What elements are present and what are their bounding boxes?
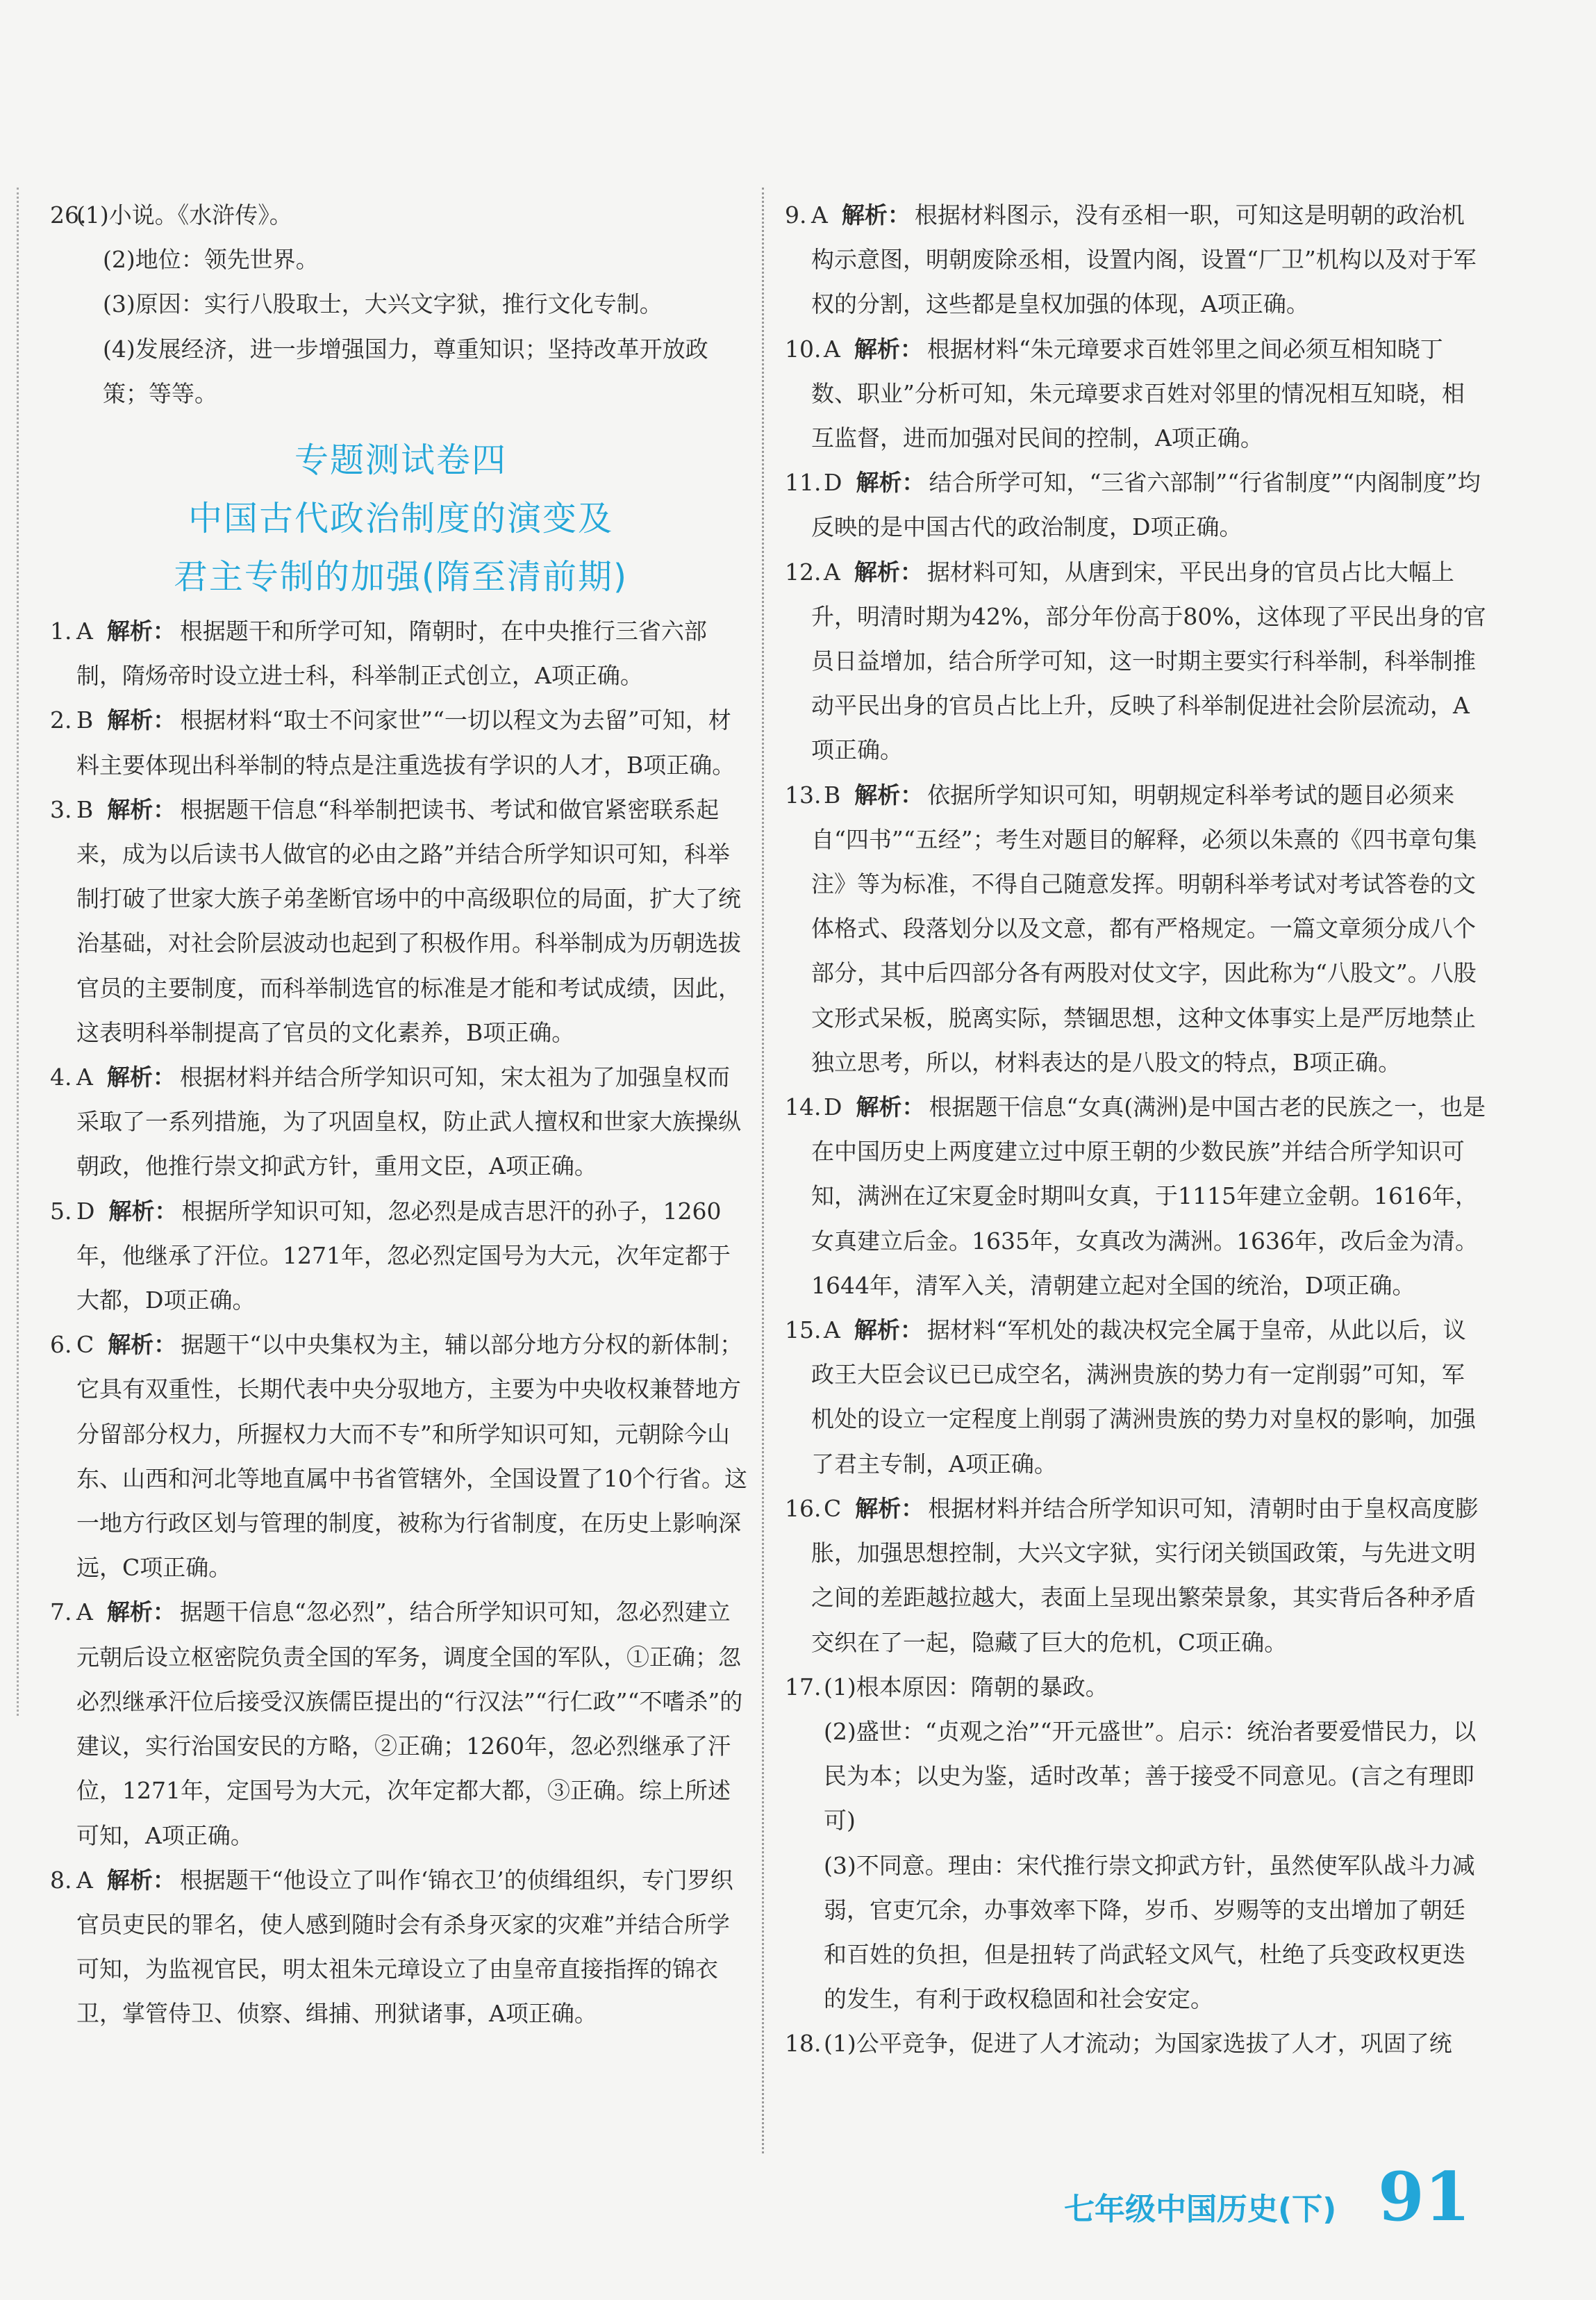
analysis-text: 根据题干信息“科举制把读书、考试和做官紧密联系起来，成为以后读书人做官的必由之路”并结合所学知识可知，科举制打破了世家大族子弟垄断官场中的中高级职位的局面，扩大了统治基础，对社会阶层波动也起到了积极作用。科举制成为历朝选拔官员的主要制度，而科举制选官的标准是才能和考试成绩，因此，这表明科举制提高了官员的文化素养，B项正确。 bbox=[76, 795, 741, 1046]
answer-item bbox=[785, 327, 1486, 461]
question-number: 6. bbox=[50, 1331, 72, 1359]
answer-letter: D bbox=[76, 1197, 95, 1225]
answer-item bbox=[50, 1323, 751, 1590]
answer-item bbox=[50, 1189, 751, 1323]
question-number: 9. bbox=[785, 201, 807, 229]
question-number: 2. bbox=[50, 706, 72, 734]
answer-item bbox=[785, 550, 1486, 773]
analysis-text: 结合所学可知，“三省六部制”“行省制度”“内阁制度”均反映的是中国古代的政治制度，D项正确。 bbox=[811, 469, 1481, 541]
analysis-label: 解析： bbox=[107, 706, 176, 734]
question-18 bbox=[785, 2021, 1486, 2066]
analysis-label: 解析： bbox=[106, 1598, 176, 1626]
answer-item bbox=[785, 1085, 1486, 1308]
question-number: 7. bbox=[50, 1598, 72, 1626]
answer-item bbox=[50, 609, 751, 698]
answer-part: (4)发展经济，进一步增强国力，尊重知识；坚持改革开放政策；等等。 bbox=[103, 335, 708, 407]
analysis-text: 据材料可知，从唐到宋，平民出身的官员占比大幅上升，明清时期为42%，部分年份高于80%，这体现了平民出身的官员日益增加，结合所学可知，这一时期主要实行科举制，科举制推动平民出身的官员占比上升，反映了科举制促进社会阶层流动，A项正确。 bbox=[811, 558, 1486, 764]
analysis-text: 据题干信息“忽必烈”，结合所学知识可知，忽必烈建立元朝后设立枢密院负责全国的军务，调度全国的军队，①正确；忽必烈继承汗位后接受汉族儒臣提出的“行汉法”“行仁政”“不嗜杀”的建议，实行治国安民的方略，②正确；1260年，忽必烈继承了汗位，1271年，定国号为大元，次年定都大都，③正确。综上所述可知，A项正确。 bbox=[76, 1598, 743, 1849]
section-title-line: 中国古代政治制度的演变及 bbox=[188, 499, 613, 539]
analysis-text: 依据所学知识可知，明朝规定科举考试的题目必须来自“四书”“五经”；考生对题目的解释，必须以朱熹的《四书章句集注》等为标准，不得自己随意发挥。明朝科举考试对考试答卷的文体格式、段落划分以及文意，都有严格规定。一篇文章须分成八个部分，其中后四部分各有两股对仗文字，因此称为“八股文”。八股文形式呆板，脱离实际，禁锢思想，这种文体事实上是严厉地禁止独立思考，所以，材料表达的是八股文的特点，B项正确。 bbox=[811, 781, 1477, 1076]
answer-letter: B bbox=[76, 706, 94, 734]
question-number: 1. bbox=[50, 618, 72, 645]
answer-letter: A bbox=[811, 201, 828, 229]
answer-item bbox=[50, 1858, 751, 2037]
question-number: 4. bbox=[50, 1064, 72, 1091]
answer-letter: B bbox=[824, 781, 841, 809]
analysis-text: 根据题干和所学可知，隋朝时，在中央推行三省六部制，隋炀帝时设立进士科，科举制正式创立，A项正确。 bbox=[76, 618, 707, 690]
question-number: 16. bbox=[785, 1494, 822, 1522]
answer-letter: A bbox=[824, 335, 840, 363]
answer-letter: A bbox=[824, 558, 840, 586]
section-title bbox=[50, 431, 751, 606]
page-edge-dots bbox=[17, 188, 19, 1716]
analysis-label: 解析： bbox=[856, 1093, 925, 1121]
analysis-text: 据材料“军机处的裁决权完全属于皇帝，从此以后，议政王大臣会议已已成空名，满洲贵族的势力有一定削弱”可知，军机处的设立一定程度上削弱了满洲贵族的势力对皇权的影响，加强了君主专制，A项正确。 bbox=[811, 1316, 1476, 1478]
analysis-text: 根据材料“朱元璋要求百姓邻里之间必须互相知晓丁数、职业”分析可知，朱元璋要求百姓对邻里的情况相互知晓，相互监督，进而加强对民间的控制，A项正确。 bbox=[811, 335, 1465, 452]
analysis-text: 根据材料“取士不问家世”“一切以程文为去留”可知，材料主要体现出科举制的特点是注重选拔有学识的人才，B项正确。 bbox=[76, 706, 735, 779]
answer-letter: D bbox=[824, 1093, 842, 1121]
answer-part: (2)盛世：“贞观之治”“开元盛世”。启示：统治者要爱惜民力，以民为本；以史为鉴，适时改革；善于接受不同意见。(言之有理即可) bbox=[824, 1717, 1477, 1835]
answer-letter: C bbox=[76, 1331, 94, 1359]
analysis-label: 解析： bbox=[108, 1331, 177, 1359]
question-number: 11. bbox=[785, 469, 822, 497]
answer-item bbox=[50, 1590, 751, 1858]
question-26 bbox=[50, 193, 751, 416]
analysis-label: 解析： bbox=[854, 781, 924, 809]
analysis-text: 根据题干信息“女真(满洲)是中国古老的民族之一，也是在中国历史上两度建立过中原王朝的少数民族”并结合所学知识可知，满洲在辽宋夏金时期叫女真，于1115年建立金朝。1616年，女真建立后金。1635年，女真改为满洲。1636年，改后金为清。1644年，清军入关，清朝建立起对全国的统治，D项正确。 bbox=[811, 1093, 1486, 1299]
analysis-label: 解析： bbox=[855, 1494, 924, 1522]
question-number: 5. bbox=[50, 1197, 72, 1225]
question-number: 8. bbox=[50, 1866, 72, 1894]
answer-part: (2)地位：领先世界。 bbox=[103, 246, 319, 274]
answer-list-right bbox=[785, 193, 1486, 1665]
question-number: 26. bbox=[50, 201, 87, 229]
answer-letter: A bbox=[76, 1866, 93, 1894]
page-number: 91 bbox=[1378, 2158, 1471, 2236]
analysis-text: 根据材料图示，没有丞相一职，可知这是明朝的政治机构示意图，明朝废除丞相，设置内阁，设置“厂卫”机构以及对于军权的分割，这些都是皇权加强的体现，A项正确。 bbox=[811, 201, 1477, 318]
answer-item bbox=[785, 773, 1486, 1085]
answer-item bbox=[50, 698, 751, 787]
analysis-label: 解析： bbox=[106, 618, 176, 645]
answer-list-left bbox=[50, 609, 751, 2037]
analysis-label: 解析： bbox=[841, 201, 911, 229]
question-number: 10. bbox=[785, 335, 822, 363]
analysis-label: 解析： bbox=[856, 469, 925, 497]
question-number: 15. bbox=[785, 1316, 822, 1344]
answer-item bbox=[785, 193, 1486, 327]
analysis-label: 解析： bbox=[107, 795, 176, 823]
answer-letter: A bbox=[824, 1316, 840, 1344]
analysis-text: 根据所学知识可知，忽必烈是成吉思汗的孙子，1260年，他继承了汗位。1271年，忽必烈定国号为大元，次年定都于大都，D项正确。 bbox=[76, 1197, 731, 1314]
question-number: 12. bbox=[785, 558, 822, 586]
answer-letter: B bbox=[76, 795, 94, 823]
analysis-label: 解析： bbox=[854, 335, 923, 363]
question-17 bbox=[785, 1665, 1486, 2022]
column-divider bbox=[762, 188, 764, 2153]
section-title-line: 专题测试卷四 bbox=[294, 440, 507, 481]
right-column bbox=[785, 193, 1486, 2067]
section-title-line: 君主专制的加强(隋至清前期) bbox=[173, 557, 629, 597]
page-footer bbox=[1064, 2158, 1481, 2238]
answer-letter: A bbox=[76, 1598, 93, 1626]
answer-item bbox=[50, 788, 751, 1055]
question-number: 18. bbox=[785, 2030, 822, 2058]
analysis-text: 根据材料并结合所学知识可知，清朝时由于皇权高度膨胀，加强思想控制，大兴文字狱，实行闭关锁国政策，与先进文明之间的差距越拉越大，表面上呈现出繁荣景象，其实背后各种矛盾交织在了一起，隐藏了巨大的危机，C项正确。 bbox=[811, 1494, 1479, 1656]
analysis-label: 解析： bbox=[106, 1064, 176, 1091]
book-title: 七年级中国历史(下) bbox=[1064, 2192, 1337, 2227]
question-number: 17. bbox=[785, 1673, 822, 1701]
answer-letter: D bbox=[824, 469, 842, 497]
answer-part: (1)根本原因：隋朝的暴政。 bbox=[824, 1673, 1108, 1701]
answer-letter: C bbox=[824, 1494, 842, 1522]
answer-part: (3)原因：实行八股取士，大兴文字狱，推行文化专制。 bbox=[103, 290, 663, 318]
analysis-label: 解析： bbox=[854, 558, 923, 586]
answer-item bbox=[785, 1487, 1486, 1665]
answer-item bbox=[785, 461, 1486, 549]
answer-letter: A bbox=[76, 1064, 93, 1091]
answer-part: (3)不同意。理由：宋代推行崇文抑武方针，虽然使军队战斗力减弱，官吏冗余，办事效率下降，岁币、岁赐等的支出增加了朝廷和百姓的负担，但是扭转了尚武轻文风气，杜绝了兵变政权更迭的发生，有利于政权稳固和社会安定。 bbox=[824, 1851, 1475, 2013]
left-column bbox=[50, 193, 751, 2037]
question-number: 13. bbox=[785, 781, 822, 809]
answer-item bbox=[785, 1308, 1486, 1487]
analysis-label: 解析： bbox=[106, 1866, 176, 1894]
question-number: 3. bbox=[50, 795, 72, 823]
answer-letter: A bbox=[76, 618, 93, 645]
analysis-label: 解析： bbox=[108, 1197, 178, 1225]
answer-part: (1)公平竞争，促进了人才流动；为国家选拔了人才，巩固了统 bbox=[824, 2030, 1452, 2058]
answer-part: (1)小说。《水浒传》。 bbox=[76, 201, 292, 229]
analysis-text: 根据材料并结合所学知识可知，宋太祖为了加强皇权而采取了一系列措施，为了巩固皇权，防止武人擅权和世家大族操纵朝政，他推行崇文抑武方针，重用文臣，A项正确。 bbox=[76, 1064, 741, 1180]
answer-item bbox=[50, 1055, 751, 1189]
analysis-label: 解析： bbox=[854, 1316, 923, 1344]
analysis-text: 根据题干“他设立了叫作‘锦衣卫’的侦缉组织，专门罗织官员吏民的罪名，使人感到随时会有杀身灭家的灾难”并结合所学可知，为监视官民，明太祖朱元璋设立了由皇帝直接指挥的锦衣卫，掌管侍卫、侦察、缉捕、刑狱诸事，A项正确。 bbox=[76, 1866, 733, 2028]
analysis-text: 据题干“以中央集权为主，辅以部分地方分权的新体制；它具有双重性，长期代表中央分驭地方，主要为中央收权兼替地方分留部分权力，所握权力大而不专”和所学知识可知，元朝除今山东、山西和河北等地直属中书省管辖外，全国设置了10个行省。这一地方行政区划与管理的制度，被称为行省制度，在历史上影响深远，C项正确。 bbox=[76, 1331, 747, 1582]
question-number: 14. bbox=[785, 1093, 822, 1121]
